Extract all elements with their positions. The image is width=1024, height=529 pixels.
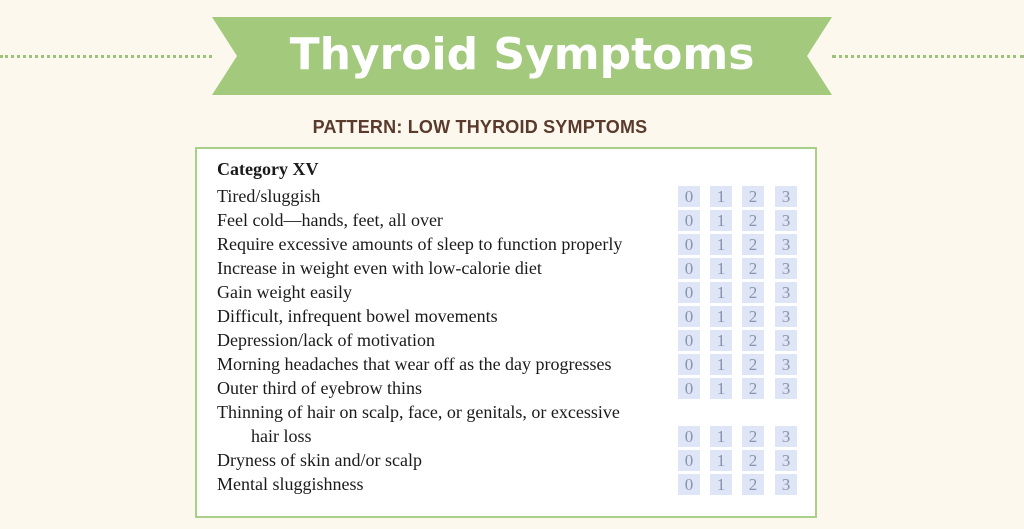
score-1-option[interactable]: 1 bbox=[710, 450, 732, 471]
symptom-label: hair loss bbox=[251, 426, 312, 446]
score-3-option[interactable]: 3 bbox=[775, 330, 797, 351]
score-0-option[interactable]: 0 bbox=[678, 258, 700, 279]
score-0-option[interactable]: 0 bbox=[678, 282, 700, 303]
score-0-option[interactable]: 0 bbox=[678, 234, 700, 255]
score-2-option[interactable]: 2 bbox=[742, 258, 764, 279]
score-2-option[interactable]: 2 bbox=[742, 426, 764, 447]
category-heading: Category XV bbox=[217, 159, 319, 179]
score-2-option[interactable]: 2 bbox=[742, 330, 764, 351]
symptom-row bbox=[217, 448, 797, 472]
score-2-option[interactable]: 2 bbox=[742, 474, 764, 495]
score-1-option[interactable]: 1 bbox=[710, 234, 732, 255]
score-0-option[interactable]: 0 bbox=[678, 354, 700, 375]
score-2-option[interactable]: 2 bbox=[742, 354, 764, 375]
score-options bbox=[678, 330, 797, 351]
score-0-option[interactable]: 0 bbox=[678, 474, 700, 495]
score-1-option[interactable]: 1 bbox=[710, 354, 732, 375]
symptom-row bbox=[217, 280, 797, 304]
score-3-option[interactable]: 3 bbox=[775, 234, 797, 255]
score-1-option[interactable]: 1 bbox=[710, 330, 732, 351]
page-title: Thyroid Symptoms bbox=[289, 29, 755, 80]
score-1-option[interactable]: 1 bbox=[710, 378, 732, 399]
symptom-label: Require excessive amounts of sleep to function properly bbox=[217, 234, 623, 254]
score-2-option[interactable]: 2 bbox=[742, 186, 764, 207]
score-2-option[interactable]: 2 bbox=[742, 306, 764, 327]
symptom-label: Gain weight easily bbox=[217, 282, 352, 302]
decorative-dotted-line-left bbox=[0, 55, 212, 58]
score-3-option[interactable]: 3 bbox=[775, 354, 797, 375]
symptom-label: Outer third of eyebrow thins bbox=[217, 378, 422, 398]
symptom-label: Difficult, infrequent bowel movements bbox=[217, 306, 498, 326]
score-3-option[interactable]: 3 bbox=[775, 306, 797, 327]
score-options bbox=[678, 210, 797, 231]
score-options bbox=[678, 186, 797, 207]
symptom-row bbox=[217, 376, 797, 400]
symptom-row bbox=[217, 184, 797, 208]
score-2-option[interactable]: 2 bbox=[742, 378, 764, 399]
symptom-row bbox=[217, 304, 797, 328]
symptom-label: Depression/lack of motivation bbox=[217, 330, 435, 350]
score-2-option[interactable]: 2 bbox=[742, 450, 764, 471]
score-options bbox=[678, 450, 797, 471]
score-3-option[interactable]: 3 bbox=[775, 186, 797, 207]
score-0-option[interactable]: 0 bbox=[678, 450, 700, 471]
score-1-option[interactable]: 1 bbox=[710, 210, 732, 231]
score-options bbox=[678, 306, 797, 327]
score-0-option[interactable]: 0 bbox=[678, 210, 700, 231]
score-0-option[interactable]: 0 bbox=[678, 330, 700, 351]
score-1-option[interactable]: 1 bbox=[710, 186, 732, 207]
symptom-label: Mental sluggishness bbox=[217, 474, 364, 494]
score-options bbox=[678, 234, 797, 255]
score-0-option[interactable]: 0 bbox=[678, 186, 700, 207]
pattern-heading: PATTERN: LOW THYROID SYMPTOMS bbox=[312, 117, 648, 137]
symptom-row bbox=[217, 352, 797, 376]
score-options bbox=[678, 282, 797, 303]
score-0-option[interactable]: 0 bbox=[678, 306, 700, 327]
score-options bbox=[678, 378, 797, 399]
symptom-label: Tired/sluggish bbox=[217, 186, 321, 206]
score-1-option[interactable]: 1 bbox=[710, 258, 732, 279]
symptom-label: Thinning of hair on scalp, face, or genitals, or excessive bbox=[217, 402, 620, 422]
score-3-option[interactable]: 3 bbox=[775, 474, 797, 495]
symptom-row bbox=[217, 208, 797, 232]
score-2-option[interactable]: 2 bbox=[742, 210, 764, 231]
symptom-label: Morning headaches that wear off as the day progresses bbox=[217, 354, 612, 374]
score-1-option[interactable]: 1 bbox=[710, 306, 732, 327]
symptom-row bbox=[217, 328, 797, 352]
score-options bbox=[678, 354, 797, 375]
score-1-option[interactable]: 1 bbox=[710, 474, 732, 495]
score-2-option[interactable]: 2 bbox=[742, 234, 764, 255]
score-1-option[interactable]: 1 bbox=[710, 426, 732, 447]
score-options bbox=[678, 258, 797, 279]
score-3-option[interactable]: 3 bbox=[775, 450, 797, 471]
symptom-label: Feel cold—hands, feet, all over bbox=[217, 210, 443, 230]
score-3-option[interactable]: 3 bbox=[775, 210, 797, 231]
score-2-option[interactable]: 2 bbox=[742, 282, 764, 303]
symptom-row-continuation bbox=[217, 424, 797, 448]
symptom-row bbox=[217, 472, 797, 496]
symptom-label: Dryness of skin and/or scalp bbox=[217, 450, 422, 470]
score-1-option[interactable]: 1 bbox=[710, 282, 732, 303]
score-3-option[interactable]: 3 bbox=[775, 282, 797, 303]
symptom-row bbox=[217, 400, 797, 424]
score-0-option[interactable]: 0 bbox=[678, 426, 700, 447]
score-options bbox=[678, 426, 797, 447]
decorative-dotted-line-right bbox=[832, 55, 1024, 58]
symptom-row bbox=[217, 256, 797, 280]
score-0-option[interactable]: 0 bbox=[678, 378, 700, 399]
score-3-option[interactable]: 3 bbox=[775, 378, 797, 399]
score-3-option[interactable]: 3 bbox=[775, 258, 797, 279]
score-options bbox=[678, 474, 797, 495]
symptom-label: Increase in weight even with low-calorie diet bbox=[217, 258, 542, 278]
title-banner bbox=[212, 17, 832, 95]
symptom-row bbox=[217, 232, 797, 256]
score-3-option[interactable]: 3 bbox=[775, 426, 797, 447]
